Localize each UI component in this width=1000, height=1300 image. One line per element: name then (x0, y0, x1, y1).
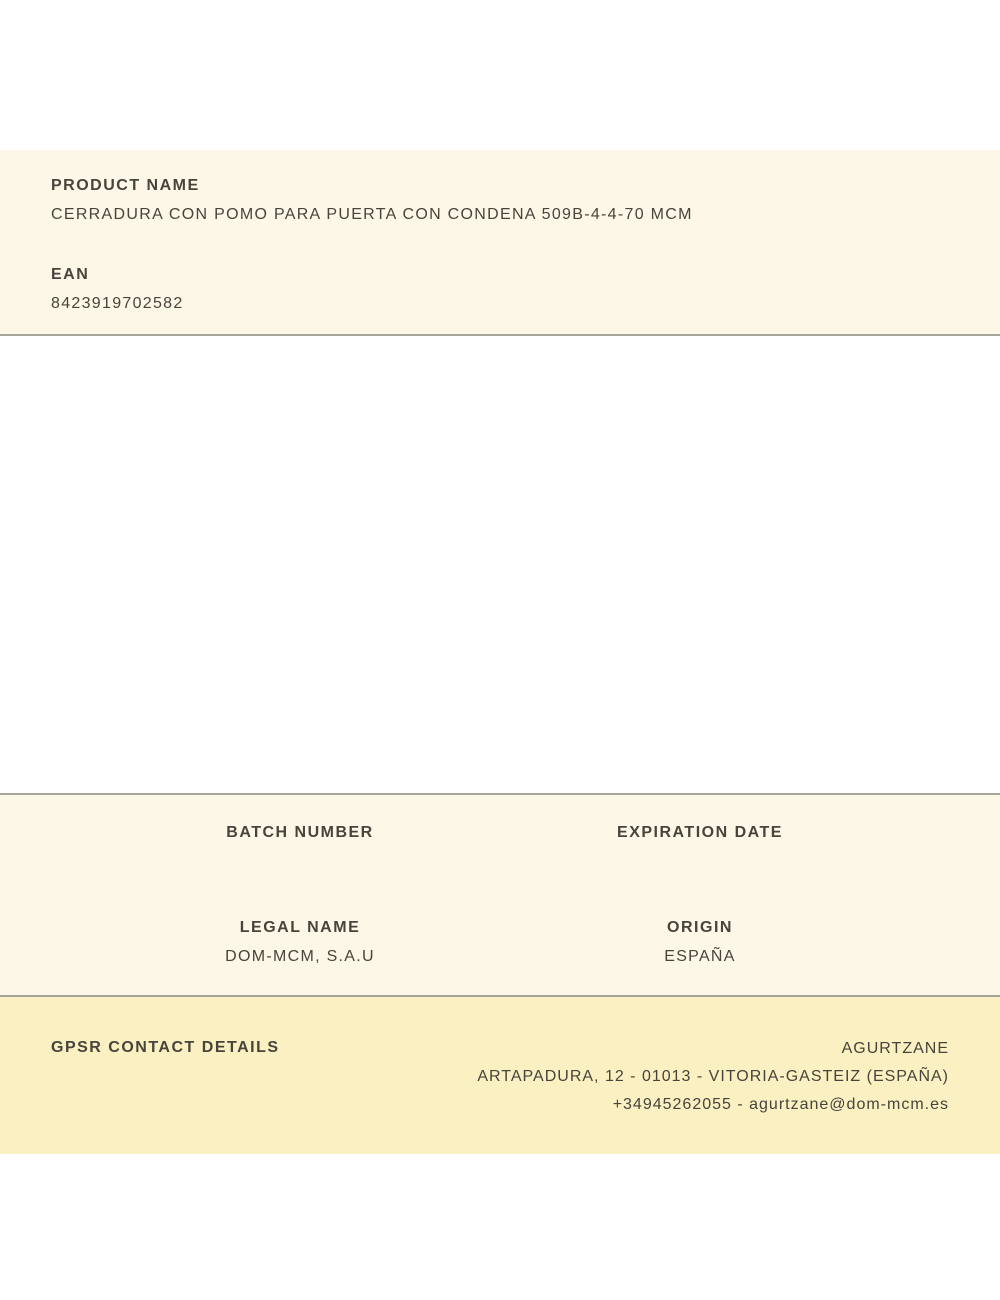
legal-name-label: LEGAL NAME (239, 919, 361, 936)
gpsr-contact-label: GPSR CONTACT DETAILS (51, 1039, 280, 1056)
expiration-date-label: EXPIRATION DATE (617, 824, 783, 841)
ean-field (51, 265, 949, 318)
contact-name: AGURTZANE (841, 1040, 949, 1057)
legal-name-field (100, 918, 500, 971)
gpsr-contact-info (477, 1035, 949, 1119)
legal-name-value: DOM-MCM, S.A.U (225, 948, 375, 965)
product-identity-section (0, 150, 1000, 336)
legal-origin-row (100, 918, 900, 971)
product-name-value: CERRADURA CON POMO PARA PUERTA CON CONDENA 509B-4-4-70 MCM (51, 206, 693, 223)
bottom-whitespace (0, 1154, 1000, 1300)
ean-value: 8423919702582 (51, 295, 184, 312)
top-whitespace (0, 0, 1000, 150)
origin-value: ESPAÑA (664, 948, 736, 965)
product-details-section (0, 793, 1000, 997)
batch-number-label: BATCH NUMBER (226, 824, 374, 841)
ean-label: EAN (51, 266, 90, 283)
origin-field (500, 918, 900, 971)
contact-phone-email: +34945262055 - agurtzane@dom-mcm.es (612, 1096, 949, 1113)
expiration-date-field (500, 823, 900, 848)
product-name-label: PRODUCT NAME (51, 177, 200, 194)
product-image-area (0, 336, 1000, 793)
product-name-field (51, 176, 949, 229)
gpsr-contact-section (0, 997, 1000, 1154)
origin-label: ORIGIN (667, 919, 733, 936)
batch-expiration-row (100, 823, 900, 848)
contact-address: ARTAPADURA, 12 - 01013 - VITORIA-GASTEIZ (ESPAÑA) (477, 1068, 949, 1085)
batch-number-field (100, 823, 500, 848)
